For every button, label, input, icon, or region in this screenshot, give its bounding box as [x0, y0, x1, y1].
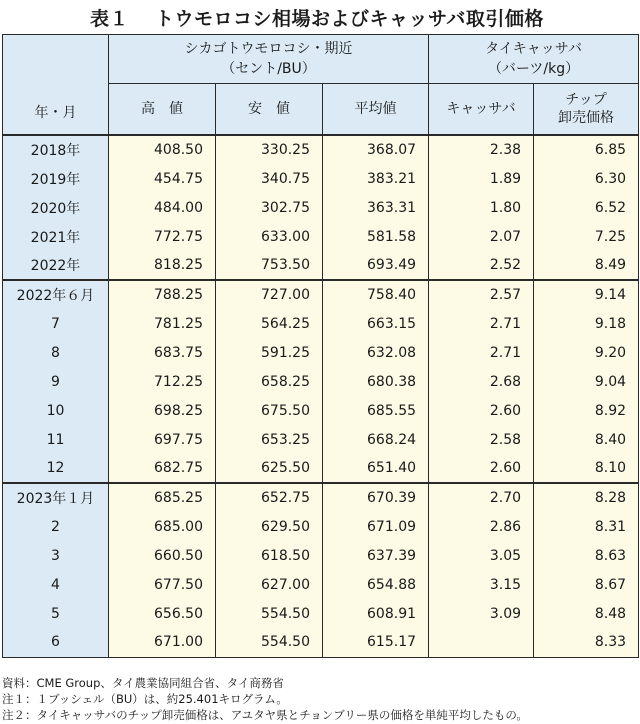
- table-row: [3, 367, 639, 396]
- cell-chip: 8.31: [534, 512, 639, 541]
- table-row: [3, 454, 639, 483]
- cell-high: 685.00: [109, 512, 216, 541]
- cell-chip: 8.10: [534, 454, 639, 483]
- header-thai-group-line1: タイキャッサバ: [485, 41, 582, 57]
- table-row: [3, 628, 639, 657]
- cell-avg: 608.91: [323, 599, 429, 628]
- row-label: 2021年: [3, 222, 109, 251]
- cell-high: 656.50: [109, 599, 216, 628]
- row-label: 9: [3, 367, 109, 396]
- row-label: 8: [3, 338, 109, 367]
- cell-cassava: 3.15: [429, 570, 534, 599]
- cell-avg: 383.21: [323, 164, 429, 193]
- header-corn-group-line2: （セント/BU）: [221, 61, 316, 77]
- cell-cassava: [429, 628, 534, 657]
- cell-chip: 9.18: [534, 309, 639, 338]
- cell-high: 682.75: [109, 454, 216, 483]
- cell-chip: 8.48: [534, 599, 639, 628]
- cell-avg: 615.17: [323, 628, 429, 657]
- cell-high: 772.75: [109, 222, 216, 251]
- cell-low: 653.25: [216, 425, 323, 454]
- cell-high: 697.75: [109, 425, 216, 454]
- cell-high: 408.50: [109, 135, 216, 164]
- cell-low: 629.50: [216, 512, 323, 541]
- row-label: 7: [3, 309, 109, 338]
- table-row: [3, 280, 639, 309]
- cell-high: 683.75: [109, 338, 216, 367]
- cell-high: 454.75: [109, 164, 216, 193]
- cell-avg: 671.09: [323, 512, 429, 541]
- row-label: 5: [3, 599, 109, 628]
- table-row: [3, 570, 639, 599]
- row-label: 12: [3, 454, 109, 483]
- cell-cassava: 2.60: [429, 396, 534, 425]
- row-label: 10: [3, 396, 109, 425]
- table-row: [3, 338, 639, 367]
- cell-avg: 654.88: [323, 570, 429, 599]
- header-corn-group-line1: シカゴトウモロコシ・期近: [184, 41, 353, 57]
- header-chip-line1: チップ: [565, 92, 607, 108]
- cell-chip: 9.20: [534, 338, 639, 367]
- table-row: [3, 135, 639, 164]
- footnote-1: 注１：１ブッシェル（BU）は、約25.401キログラム。: [2, 692, 288, 706]
- cell-low: 564.25: [216, 309, 323, 338]
- cell-low: 302.75: [216, 193, 323, 222]
- cell-low: 727.00: [216, 280, 323, 309]
- row-label: 2019年: [3, 164, 109, 193]
- cell-avg: 637.39: [323, 541, 429, 570]
- table-row: [3, 164, 639, 193]
- cell-cassava: 2.52: [429, 251, 534, 280]
- cell-chip: 8.40: [534, 425, 639, 454]
- cell-high: 712.25: [109, 367, 216, 396]
- header-chip-line2: 卸売価格: [558, 110, 615, 126]
- header-thai-group: [429, 35, 639, 84]
- cell-avg: 693.49: [323, 251, 429, 280]
- cell-cassava: 2.07: [429, 222, 534, 251]
- group-annual: [3, 135, 639, 280]
- table-row: [3, 309, 639, 338]
- cell-low: 618.50: [216, 541, 323, 570]
- table-row: [3, 483, 639, 512]
- cell-avg: 680.38: [323, 367, 429, 396]
- header-corn-group: [109, 35, 429, 84]
- cell-cassava: 2.71: [429, 338, 534, 367]
- cell-high: 484.00: [109, 193, 216, 222]
- cell-low: 753.50: [216, 251, 323, 280]
- cell-low: 554.50: [216, 599, 323, 628]
- footnote-2: 注２：タイキャッサバのチップ卸売価格は、アユタヤ県とチョンブリー県の価格を単純平均したもの。: [2, 708, 528, 722]
- source-note: 資料：CME Group、タイ農業協同組合省、タイ商務省: [2, 676, 284, 690]
- row-label: 2018年: [3, 135, 109, 164]
- table-row: [3, 599, 639, 628]
- table-row: [3, 251, 639, 280]
- cell-cassava: 2.38: [429, 135, 534, 164]
- row-label: 2022年: [3, 251, 109, 280]
- header-year-month: 年・月: [3, 35, 109, 136]
- table-row: [3, 425, 639, 454]
- table-header: [3, 35, 639, 136]
- cell-cassava: 2.60: [429, 454, 534, 483]
- cell-chip: 7.25: [534, 222, 639, 251]
- row-label: 2023年１月: [3, 483, 109, 512]
- cell-cassava: 2.70: [429, 483, 534, 512]
- cell-high: 788.25: [109, 280, 216, 309]
- cell-chip: 8.63: [534, 541, 639, 570]
- cell-avg: 668.24: [323, 425, 429, 454]
- header-low: 安 値: [216, 84, 323, 136]
- cell-avg: 663.15: [323, 309, 429, 338]
- cell-cassava: 2.57: [429, 280, 534, 309]
- cell-high: 671.00: [109, 628, 216, 657]
- cell-high: 818.25: [109, 251, 216, 280]
- cell-avg: 368.07: [323, 135, 429, 164]
- cell-avg: 758.40: [323, 280, 429, 309]
- cell-low: 625.50: [216, 454, 323, 483]
- row-label: 2020年: [3, 193, 109, 222]
- table-row: [3, 193, 639, 222]
- table-title-text: トウモロコシ相場およびキャッサバ取引価格: [155, 8, 544, 30]
- cell-cassava: 3.05: [429, 541, 534, 570]
- cell-chip: 8.49: [534, 251, 639, 280]
- cell-cassava: 2.58: [429, 425, 534, 454]
- cell-avg: 670.39: [323, 483, 429, 512]
- cell-high: 698.25: [109, 396, 216, 425]
- cell-avg: 651.40: [323, 454, 429, 483]
- group-2023-monthly: [3, 483, 639, 657]
- cell-low: 652.75: [216, 483, 323, 512]
- cell-cassava: 2.71: [429, 309, 534, 338]
- table-row: [3, 512, 639, 541]
- cell-low: 591.25: [216, 338, 323, 367]
- table-notes: [2, 675, 528, 723]
- cell-chip: 6.52: [534, 193, 639, 222]
- header-avg: 平均値: [323, 84, 429, 136]
- cell-cassava: 1.80: [429, 193, 534, 222]
- cell-chip: 9.04: [534, 367, 639, 396]
- cell-low: 554.50: [216, 628, 323, 657]
- cell-high: 677.50: [109, 570, 216, 599]
- cell-low: 658.25: [216, 367, 323, 396]
- cell-high: 685.25: [109, 483, 216, 512]
- cell-low: 675.50: [216, 396, 323, 425]
- group-2022-monthly: [3, 280, 639, 483]
- cell-high: 660.50: [109, 541, 216, 570]
- header-cassava: キャッサバ: [429, 84, 534, 136]
- cell-cassava: 3.09: [429, 599, 534, 628]
- row-label: 4: [3, 570, 109, 599]
- row-label: 3: [3, 541, 109, 570]
- table-row: [3, 396, 639, 425]
- row-label: 6: [3, 628, 109, 657]
- cell-low: 340.75: [216, 164, 323, 193]
- cell-low: 330.25: [216, 135, 323, 164]
- cell-chip: 9.14: [534, 280, 639, 309]
- cell-cassava: 1.89: [429, 164, 534, 193]
- cell-chip: 8.28: [534, 483, 639, 512]
- table-number: 表１: [90, 8, 130, 30]
- cell-avg: 581.58: [323, 222, 429, 251]
- row-label: 11: [3, 425, 109, 454]
- table-title: [90, 4, 544, 31]
- cell-chip: 6.85: [534, 135, 639, 164]
- cell-low: 633.00: [216, 222, 323, 251]
- cell-avg: 685.55: [323, 396, 429, 425]
- header-high: 高 値: [109, 84, 216, 136]
- cell-chip: 8.67: [534, 570, 639, 599]
- cell-high: 781.25: [109, 309, 216, 338]
- price-table: [2, 34, 639, 658]
- cell-low: 627.00: [216, 570, 323, 599]
- header-chip: [534, 84, 639, 136]
- cell-avg: 363.31: [323, 193, 429, 222]
- cell-chip: 6.30: [534, 164, 639, 193]
- cell-chip: 8.33: [534, 628, 639, 657]
- row-label: 2022年６月: [3, 280, 109, 309]
- table-row: [3, 541, 639, 570]
- row-label: 2: [3, 512, 109, 541]
- table-row: [3, 222, 639, 251]
- cell-cassava: 2.68: [429, 367, 534, 396]
- cell-cassava: 2.86: [429, 512, 534, 541]
- cell-chip: 8.92: [534, 396, 639, 425]
- header-thai-group-line2: （バーツ/kg）: [487, 61, 580, 77]
- cell-avg: 632.08: [323, 338, 429, 367]
